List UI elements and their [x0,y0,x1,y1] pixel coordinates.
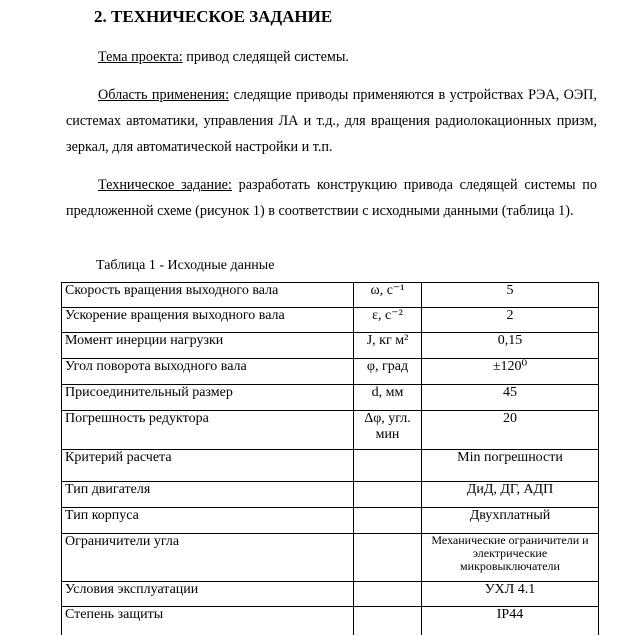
table-row [62,333,599,359]
table-row [62,534,599,582]
unit-cell: Δφ, угл. мин [354,411,422,450]
param-cell: Тип двигателя [62,482,354,508]
param-cell: Момент инерции нагрузки [62,333,354,359]
table-row [62,359,599,385]
section-heading: 2. ТЕХНИЧЕСКОЕ ЗАДАНИЕ [94,7,333,26]
value-cell: 5 [422,283,599,308]
table-caption: Таблица 1 - Исходные данные [96,258,275,273]
param-cell: Условия эксплуатации [62,582,354,607]
value-cell: ±120⁰ [422,359,599,385]
table-row [62,607,599,635]
param-cell: Ускорение вращения выходного вала [62,308,354,333]
value-cell: УХЛ 4.1 [422,582,599,607]
value-cell: IP44 [422,607,599,635]
area-paragraph [66,82,597,160]
table-row [62,411,599,450]
value-cell: Min погрешности [422,450,599,482]
area-text: следящие приводы применяются в устройствах РЭА, ОЭП, системах автоматики, управления ЛА и т.д., для вращения радиолокационных призм, зеркал, для автоматической настройки и т.п. [66,87,597,155]
table-row [62,508,599,534]
task-text: разработать конструкцию привода следящей системы по предложенной схеме (рисунок 1) в соответствии с исходными данными (таблица 1). [66,177,597,219]
topic-text: привод следящей системы. [182,49,349,65]
unit-cell: φ, град [354,359,422,385]
param-cell: Погрешность редуктора [62,411,354,450]
param-cell: Скорость вращения выходного вала [62,283,354,308]
value-cell: 2 [422,308,599,333]
value-cell: 45 [422,385,599,411]
unit-cell [354,508,422,534]
unit-cell: ε, с⁻² [354,308,422,333]
table-row [62,308,599,333]
unit-cell [354,582,422,607]
param-cell: Тип корпуса [62,508,354,534]
param-cell: Ограничители угла [62,534,354,582]
unit-cell [354,607,422,635]
value-cell: 0,15 [422,333,599,359]
value-cell: Двухплатный [422,508,599,534]
table-row [62,283,599,308]
topic-label: Тема проекта: [98,49,183,65]
unit-cell [354,534,422,582]
param-cell: Критерий расчета [62,450,354,482]
unit-cell [354,450,422,482]
task-label: Техническое задание: [98,177,232,193]
source-data-table [61,282,599,635]
table-row [62,385,599,411]
unit-cell: J, кг м² [354,333,422,359]
param-cell: Степень защиты [62,607,354,635]
value-cell: 20 [422,411,599,450]
unit-cell [354,482,422,508]
area-label: Область применения: [98,87,230,103]
param-cell: Угол поворота выходного вала [62,359,354,385]
table-row [62,482,599,508]
value-cell: ДиД, ДГ, АДП [422,482,599,508]
value-cell: Механические ограничители и электрические микровыключатели [422,534,599,582]
param-cell: Присоединительный размер [62,385,354,411]
unit-cell: ω, с⁻¹ [354,283,422,308]
unit-cell: d, мм [354,385,422,411]
table-row [62,582,599,607]
table-row [62,450,599,482]
topic-paragraph [66,44,597,70]
task-paragraph [66,172,597,224]
